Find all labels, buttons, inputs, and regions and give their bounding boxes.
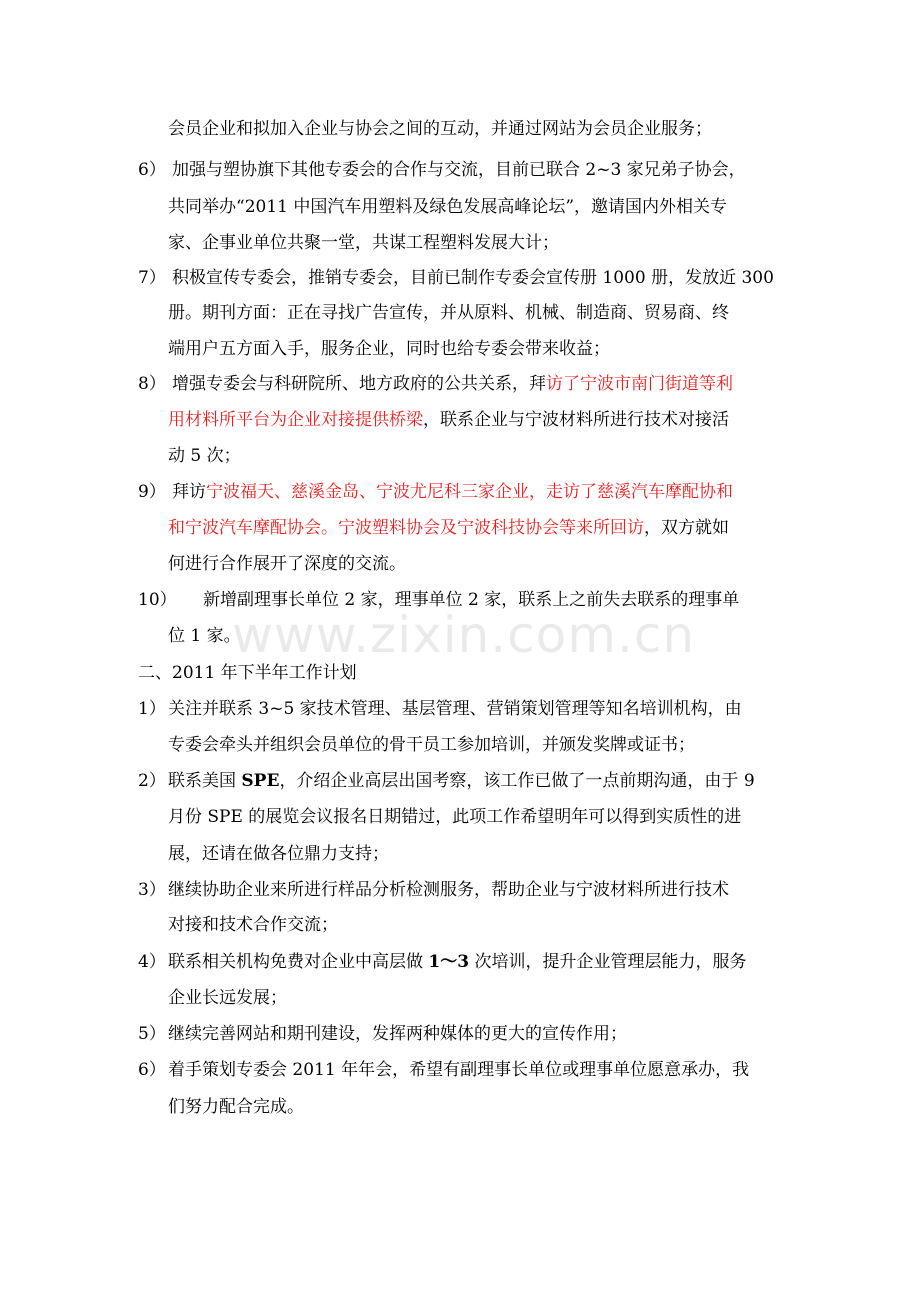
item-9-line-1	[172, 481, 733, 503]
item-9-line-1-highlight: 宁波福天、慈溪金岛、宁波尤尼科三家企业，走访了慈溪汽车摩配协和	[206, 482, 733, 502]
item-8-line-3: 动 5 次；	[168, 446, 241, 466]
plan-3-number: 3）	[138, 880, 166, 900]
item-8-line-2	[168, 409, 729, 431]
item-7-line-1: 积极宣传专委会，推销专委会，目前已制作专委会宣传册 1000 册，发放近 300	[172, 268, 774, 288]
item-6-line-3: 家、企事业单位共聚一堂，共谋工程塑料发展大计；	[168, 233, 559, 253]
item-8-line-1	[172, 373, 733, 395]
plan-2-number: 2）	[138, 771, 166, 791]
plan-4-line-2: 企业长远发展；	[168, 988, 287, 1008]
plan-4-count-bold: 1～3	[428, 952, 470, 972]
item-6-line-1: 加强与塑协旗下其他专委会的合作与交流，目前已联合 2~3 家兄弟子协会，	[172, 160, 746, 180]
item-9-line-3: 何进行合作展开了深度的交流。	[168, 554, 406, 574]
section-2-heading: 二、2011 年下半年工作计划	[138, 663, 357, 683]
plan-2-spe-bold: SPE	[241, 771, 280, 791]
plan-1-line-2: 专委会牵头并组织会员单位的骨干员工参加培训，并颁发奖牌或证书；	[168, 735, 695, 755]
item-8-line-1-text: 增强专委会与科研院所、地方政府的公共关系，拜	[172, 374, 546, 394]
item-7-line-3: 端用户五方面入手，服务企业，同时也给专委会带来收益；	[168, 339, 610, 359]
item-7-number: 7）	[138, 268, 166, 288]
plan-3-line-2: 对接和技术合作交流；	[168, 915, 338, 935]
plan-5-line-1: 继续完善网站和期刊建设，发挥两种媒体的更大的宣传作用；	[168, 1024, 627, 1044]
item-8-line-2-highlight: 用材料所平台为企业对接提供桥梁	[168, 410, 423, 430]
plan-6-number: 6）	[138, 1060, 166, 1080]
item-10-line-1: 新增副理事长单位 2 家，理事单位 2 家，联系上之前失去联系的理事单	[203, 590, 740, 610]
item-9-line-2-highlight: 和宁波汽车摩配协会。宁波塑料协会及宁波科技协会等来所回访	[168, 518, 644, 538]
item-9-number: 9）	[138, 482, 166, 502]
plan-5-number: 5）	[138, 1024, 166, 1044]
plan-6-line-1: 着手策划专委会 2011 年年会，希望有副理事长单位或理事单位愿意承办，我	[168, 1060, 750, 1080]
plan-4-line-1	[168, 951, 746, 973]
item-6-line-2: 共同举办“2011 中国汽车用塑料及绿色发展高峰论坛”，邀请国内外相关专	[168, 197, 728, 217]
item-6-number: 6）	[138, 160, 166, 180]
plan-2-line-1	[168, 770, 755, 792]
plan-2-line-2: 月份 SPE 的展览会议报名日期错过，此项工作希望明年可以得到实质性的进	[168, 807, 742, 827]
plan-4-line-1-a: 联系相关机构免费对企业中高层做	[168, 952, 429, 972]
plan-4-number: 4）	[138, 952, 166, 972]
plan-2-line-1-c: ，介绍企业高层出国考察，该工作已做了一点前期沟通，由于 9	[279, 771, 755, 791]
watermark: www.zixin.com.cn	[232, 606, 696, 664]
plan-3-line-1: 继续协助企业来所进行样品分析检测服务，帮助企业与宁波材料所进行技术	[168, 880, 729, 900]
plan-2-line-3: 展，还请在做各位鼎力支持；	[168, 844, 389, 864]
item-10-line-2: 位 1 家。	[168, 626, 241, 646]
plan-2-line-1-a: 联系美国	[168, 771, 242, 791]
item-8-line-2-text: ，联系企业与宁波材料所进行技术对接活	[423, 410, 729, 430]
plan-1-number: 1）	[138, 699, 166, 719]
item-9-line-2	[168, 517, 729, 539]
item-10-number: 10）	[138, 590, 177, 610]
item-9-line-1-text: 拜访	[172, 482, 206, 502]
plan-6-line-2: 们努力配合完成。	[168, 1097, 304, 1117]
item-8-line-1-highlight: 访了宁波市南门街道等利	[546, 374, 733, 394]
plan-4-line-1-c: 次培训，提升企业管理层能力，服务	[469, 952, 747, 972]
plan-1-line-1: 关注并联系 3~5 家技术管理、基层管理、营销策划管理等知名培训机构，由	[168, 699, 742, 719]
item-8-number: 8）	[138, 374, 166, 394]
p0-line-1: 会员企业和拟加入企业与协会之间的互动，并通过网站为会员企业服务；	[168, 119, 712, 139]
item-9-line-2-text: ，双方就如	[644, 518, 729, 538]
item-7-line-2: 册。期刊方面：正在寻找广告宣传，并从原料、机械、制造商、贸易商、终	[168, 303, 729, 323]
